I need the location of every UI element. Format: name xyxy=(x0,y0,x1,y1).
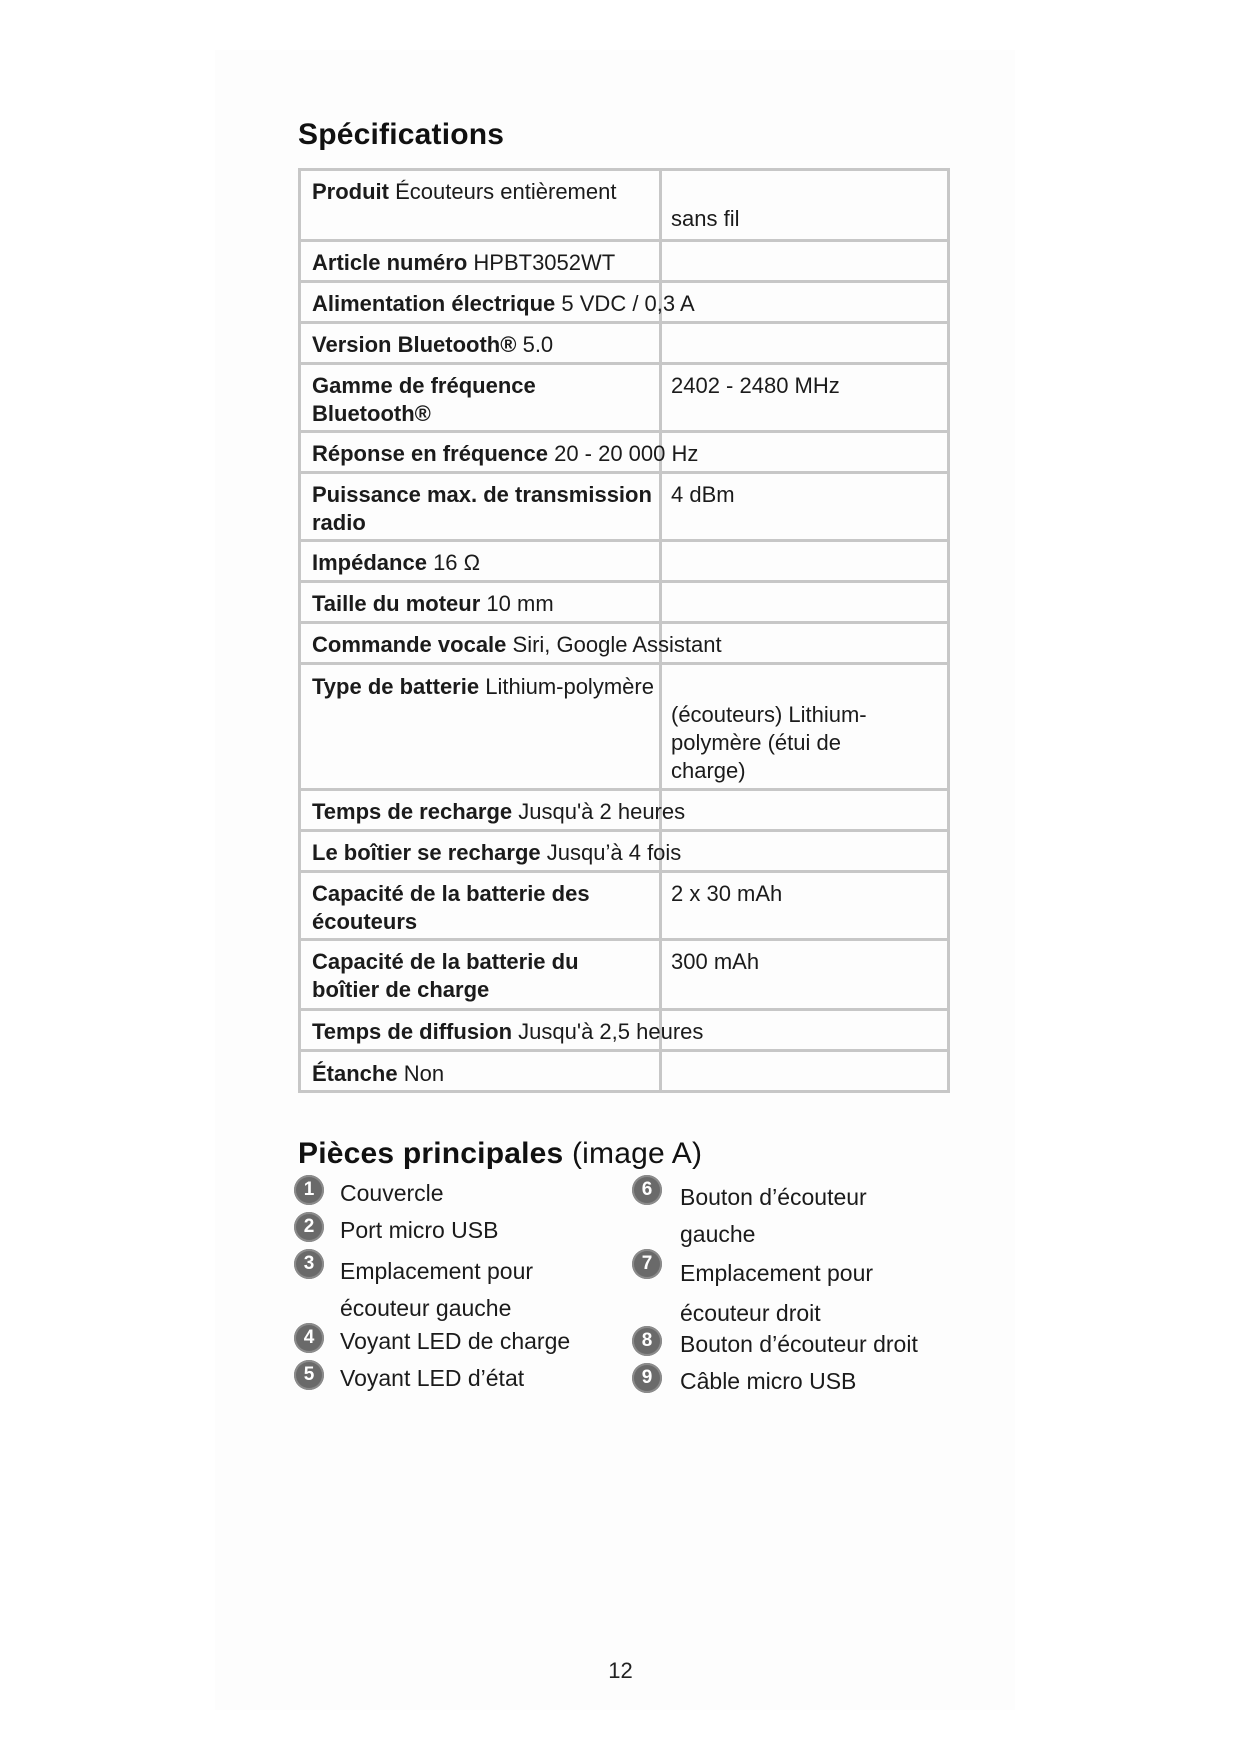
spec-value: Jusqu'à 2,5 heures xyxy=(518,1019,704,1044)
spec-value-right: 2402 - 2480 MHz xyxy=(671,373,840,398)
spec-value: HPBT3052WT xyxy=(473,250,616,275)
spec-label: Gamme de fréquence Bluetooth® xyxy=(312,373,536,426)
spec-value: 10 mm xyxy=(486,591,554,616)
table-row xyxy=(301,280,947,321)
spec-label: Étanche xyxy=(312,1061,398,1086)
number-badge-7: 7 xyxy=(632,1249,662,1279)
spec-value: Jusqu'à 2 heures xyxy=(518,799,686,824)
part-label: Bouton d’écouteur droit xyxy=(680,1331,918,1357)
page-number: 12 xyxy=(608,1658,633,1683)
number-badge-8: 8 xyxy=(632,1326,662,1356)
table-row xyxy=(301,362,947,430)
table-row xyxy=(301,1049,947,1090)
spec-label: Réponse en fréquence xyxy=(312,441,548,466)
spec-label: Puissance max. de transmission radio xyxy=(312,482,652,535)
number-badge-6: 6 xyxy=(632,1175,662,1205)
spec-value-right: 4 dBm xyxy=(671,482,735,507)
table-row xyxy=(301,870,947,938)
table-row xyxy=(301,539,947,580)
spec-label: Article numéro xyxy=(312,250,468,275)
part-label: Port micro USB xyxy=(340,1217,499,1243)
spec-value: 5.0 xyxy=(522,332,554,357)
main-parts-title: Pièces principales xyxy=(298,1137,564,1170)
spec-label: Temps de recharge xyxy=(312,799,513,824)
table-row xyxy=(301,788,947,829)
specifications-heading: Spécifications xyxy=(298,118,505,151)
spec-label: Impédance xyxy=(312,550,427,575)
spec-label: Type de batterie xyxy=(312,674,480,699)
part-label: Bouton d’écouteur gauche xyxy=(680,1184,867,1247)
spec-label: Capacité de la batterie des écouteurs xyxy=(312,881,590,934)
spec-label: Version Bluetooth® xyxy=(312,332,517,357)
part-label: Voyant LED de charge xyxy=(340,1328,571,1354)
number-badge-1: 1 xyxy=(294,1175,324,1205)
table-row xyxy=(301,239,947,280)
spec-label: Temps de diffusion xyxy=(312,1019,513,1044)
number-badge-2: 2 xyxy=(294,1212,324,1242)
spec-value-right: 2 x 30 mAh xyxy=(671,881,783,906)
main-parts-heading xyxy=(298,1137,702,1171)
table-row xyxy=(301,171,947,239)
part-label: Emplacement pour écouteur gauche xyxy=(340,1258,534,1321)
number-badge-4: 4 xyxy=(294,1323,324,1353)
part-label: Câble micro USB xyxy=(680,1368,857,1394)
part-label: Couvercle xyxy=(340,1180,444,1206)
number-badge-5: 5 xyxy=(294,1360,324,1390)
spec-value-right: 300 mAh xyxy=(671,949,760,974)
spec-value: Non xyxy=(403,1061,445,1086)
table-row xyxy=(301,938,947,1008)
table-row xyxy=(301,430,947,471)
table-row xyxy=(301,829,947,870)
part-label: Emplacement pour écouteur droit xyxy=(680,1260,874,1326)
number-badge-9: 9 xyxy=(632,1363,662,1393)
table-row xyxy=(301,321,947,362)
spec-value: 20 - 20 000 Hz xyxy=(554,441,699,466)
table-row xyxy=(301,1008,947,1049)
spec-label: Le boîtier se recharge xyxy=(312,840,541,865)
spec-value: 5 VDC / 0,3 A xyxy=(561,291,695,316)
spec-label: Commande vocale xyxy=(312,632,507,657)
specifications-table xyxy=(298,168,950,1093)
spec-label: Produit xyxy=(312,179,389,204)
spec-value: Lithium-polymère xyxy=(485,674,654,699)
spec-label: Taille du moteur xyxy=(312,591,481,616)
spec-label: Capacité de la batterie du boîtier de charge xyxy=(312,949,579,1002)
spec-value: Écouteurs entièrement xyxy=(395,179,617,204)
spec-label: Alimentation électrique xyxy=(312,291,556,316)
spec-value-right: (écouteurs) Lithium-polymère (étui de charge) xyxy=(671,702,867,783)
main-parts-subtitle: (image A) xyxy=(571,1137,703,1170)
number-badge-3: 3 xyxy=(294,1249,324,1279)
spec-value-right: sans fil xyxy=(671,206,740,231)
table-row xyxy=(301,471,947,539)
table-row xyxy=(301,580,947,621)
spec-value: Siri, Google Assistant xyxy=(512,632,722,657)
spec-value: Jusqu’à 4 fois xyxy=(546,840,682,865)
spec-value: 16 Ω xyxy=(433,550,481,575)
table-row xyxy=(301,662,947,788)
table-row xyxy=(301,621,947,662)
part-label: Voyant LED d’état xyxy=(340,1365,525,1391)
